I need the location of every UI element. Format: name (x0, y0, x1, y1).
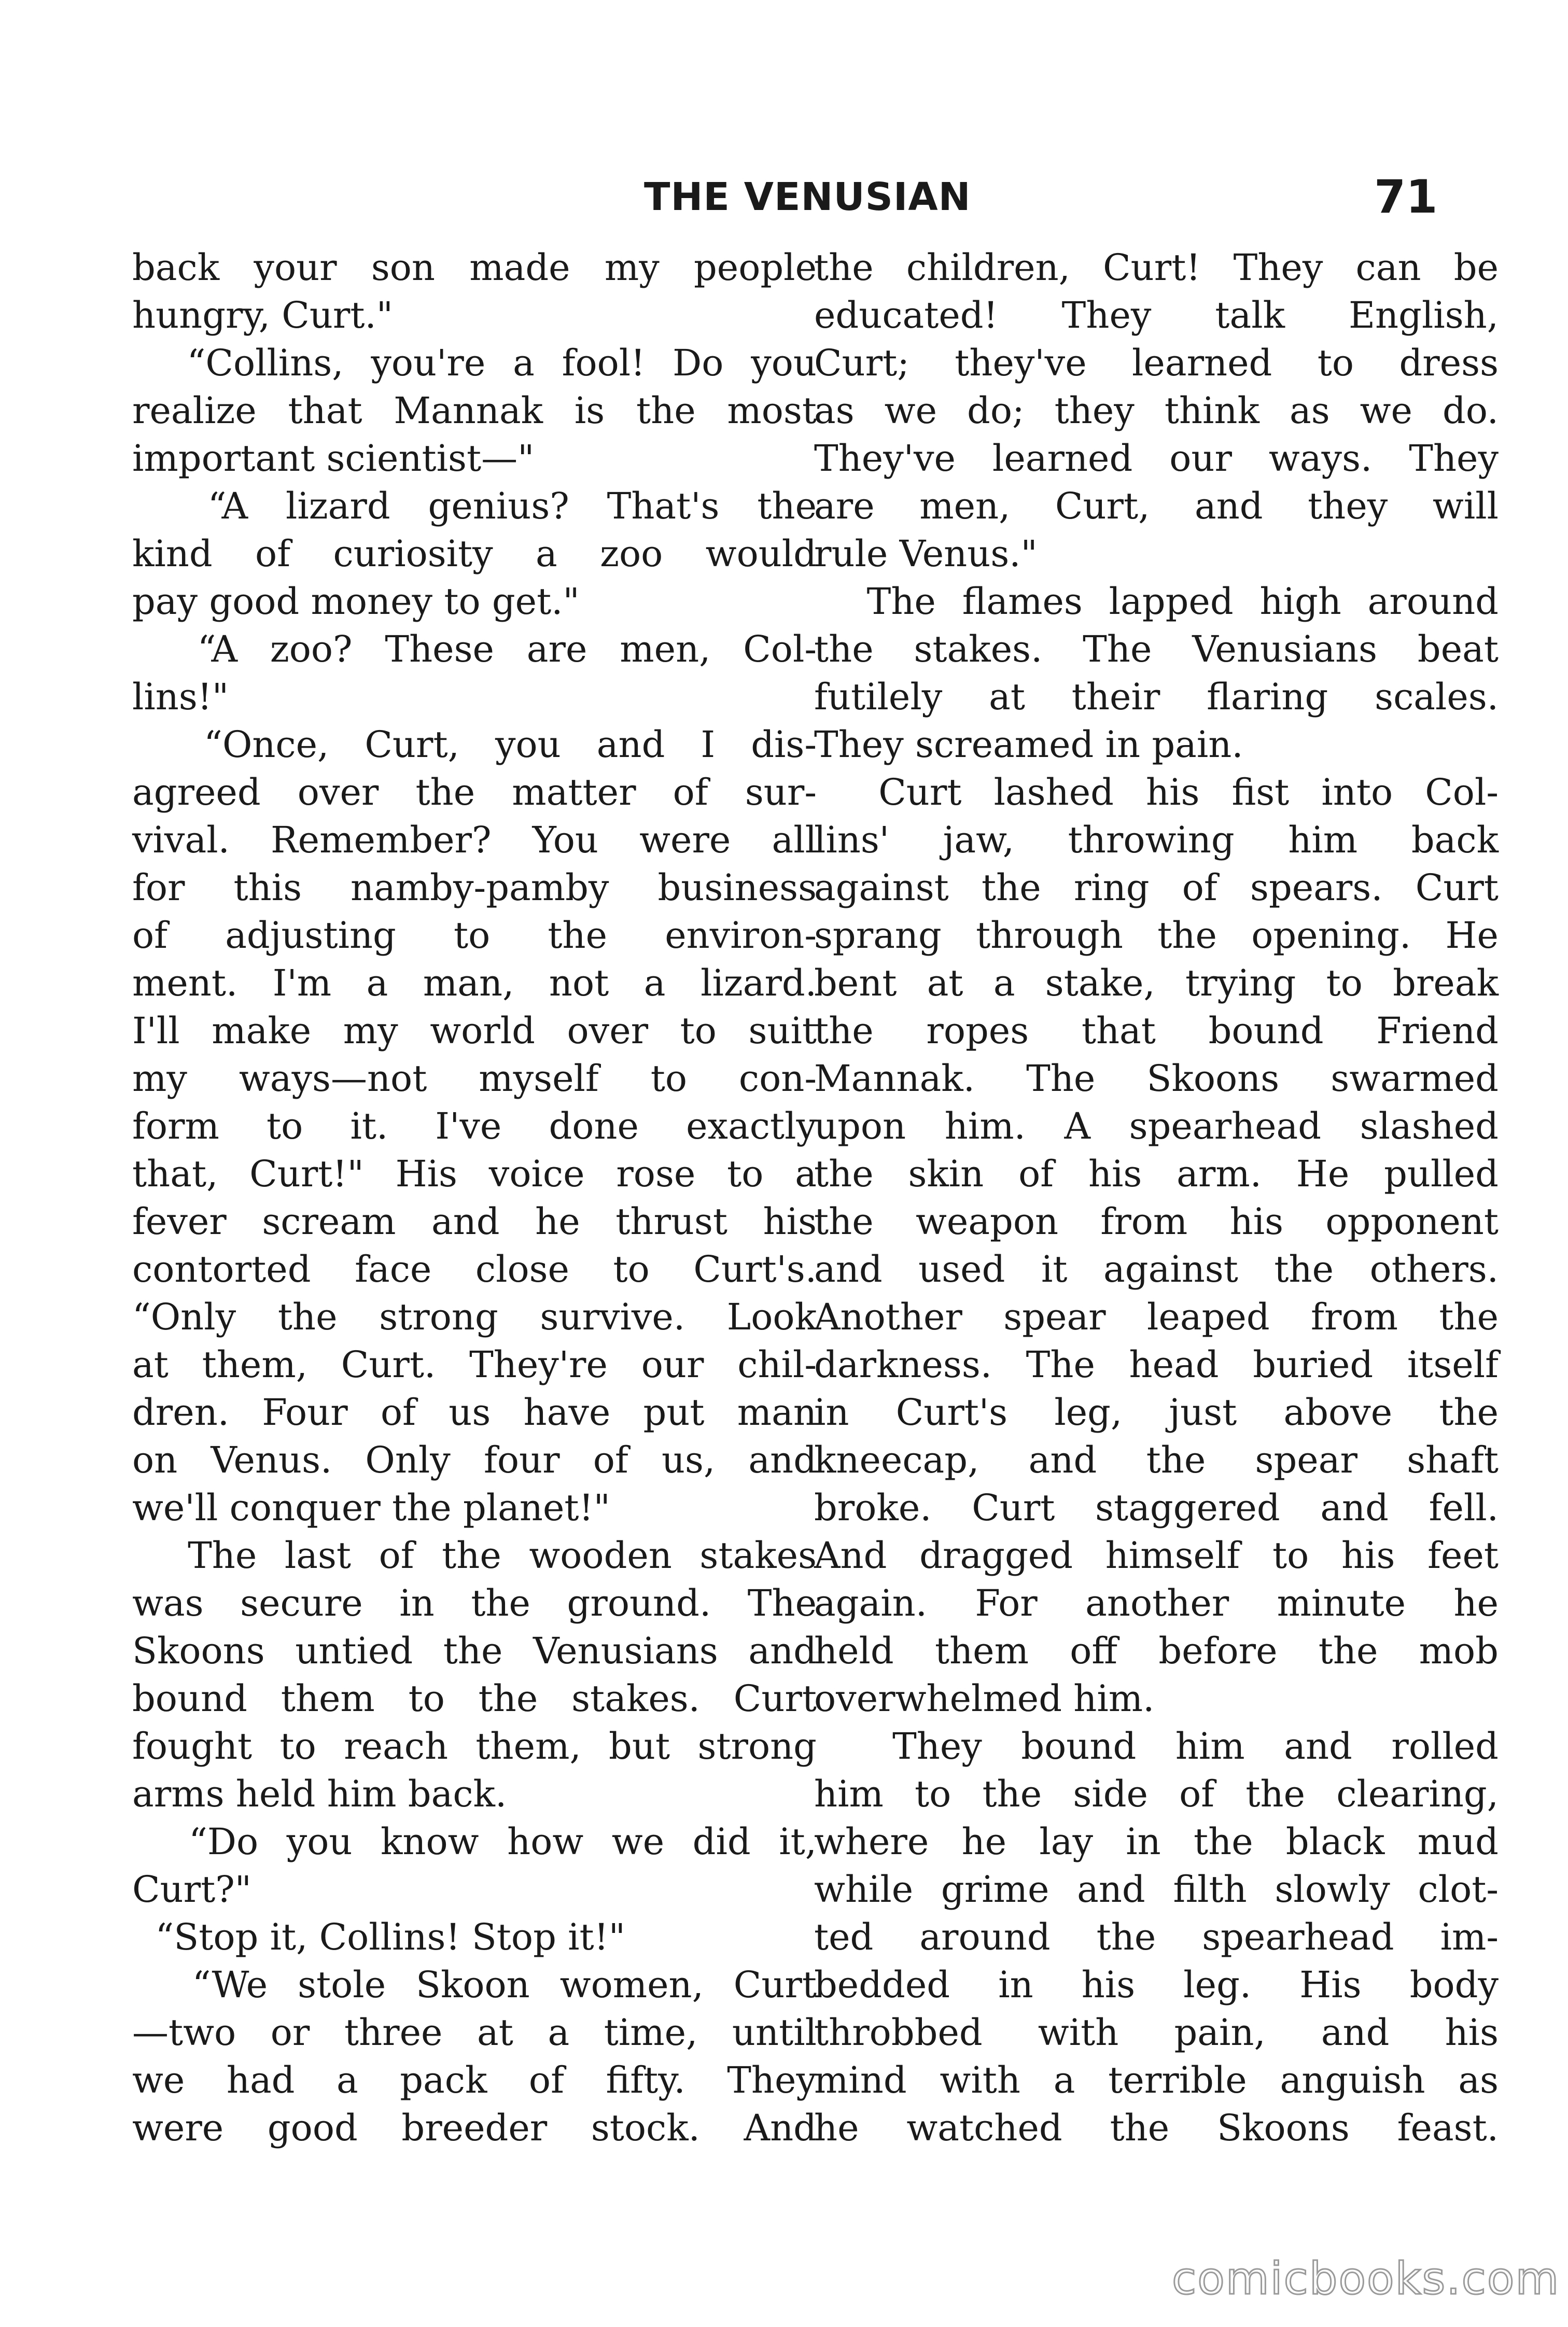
text-line: —two or three at a time, until (132, 2011, 817, 2054)
text-line: rule Venus." (814, 532, 1038, 575)
text-line: the stakes. The Venusians beat (814, 628, 1499, 670)
text-line: the ropes that bound Friend (814, 1010, 1499, 1052)
text-line: the weapon from his opponent (814, 1200, 1499, 1243)
text-line: mind with a terrible anguish as (814, 2059, 1499, 2101)
text-line: vival. Remember? You were all (132, 819, 817, 861)
text-line: as we do; they think as we do. (814, 389, 1499, 432)
text-line: while grime and filth slowly clot- (814, 1868, 1499, 1911)
text-line: on Venus. Only four of us, and (132, 1439, 817, 1481)
text-line: ted around the spearhead im- (814, 1916, 1499, 1958)
text-line: that, Curt!" His voice rose to a (132, 1153, 817, 1195)
text-line: the skin of his arm. He pulled (814, 1153, 1499, 1195)
text-line: are men, Curt, and they will (814, 485, 1499, 527)
page-number: 71 (1374, 170, 1438, 223)
text-line: throbbed with pain, and his (814, 2011, 1499, 2054)
text-line: in Curt's leg, just above the (814, 1391, 1499, 1434)
text-line: Mannak. The Skoons swarmed (814, 1057, 1499, 1100)
running-title: THE VENUSIAN (644, 175, 971, 219)
text-line: The flames lapped high around (814, 580, 1499, 623)
text-line: “Collins, you're a fool! Do you (132, 342, 817, 384)
text-line: “Do you know how we did it, (132, 1820, 817, 1863)
text-line: overwhelmed him. (814, 1677, 1155, 1720)
text-line: They bound him and rolled (814, 1725, 1499, 1768)
text-line: ment. I'm a man, not a lizard. (132, 962, 817, 1004)
text-line: futilely at their flaring scales. (814, 676, 1499, 718)
text-line: arms held him back. (132, 1773, 507, 1815)
text-line: fought to reach them, but strong (132, 1725, 817, 1768)
text-line: “Only the strong survive. Look (132, 1296, 817, 1338)
text-line: he watched the Skoons feast. (814, 2107, 1499, 2149)
text-line: were good breeder stock. And (132, 2107, 817, 2149)
text-line: educated! They talk English, (814, 294, 1499, 337)
text-line: Curt?" (132, 1868, 251, 1911)
text-line: kneecap, and the spear shaft (814, 1439, 1499, 1481)
text-line: of adjusting to the environ- (132, 914, 817, 957)
text-line: Skoons untied the Venusians and (132, 1630, 817, 1672)
text-line: we had a pack of fifty. They (132, 2059, 817, 2101)
text-line: and used it against the others. (814, 1248, 1499, 1291)
text-line: contorted face close to Curt's. (132, 1248, 817, 1291)
text-line: lins!" (132, 676, 229, 718)
text-line: at them, Curt. They're our chil- (132, 1343, 817, 1386)
text-line: “Stop it, Collins! Stop it!" (132, 1916, 625, 1958)
page-header (0, 166, 1568, 228)
text-line: where he lay in the black mud (814, 1820, 1499, 1863)
text-line: back your son made my people (132, 246, 817, 289)
text-line: Another spear leaped from the (814, 1296, 1499, 1338)
text-line: hungry, Curt." (132, 294, 393, 337)
text-line: “We stole Skoon women, Curt (132, 1964, 817, 2006)
text-line: the children, Curt! They can be (814, 246, 1499, 289)
text-line: him to the side of the clearing, (814, 1773, 1499, 1815)
text-line: pay good money to get." (132, 580, 580, 623)
text-line: The last of the wooden stakes (132, 1534, 817, 1577)
text-line: form to it. I've done exactly (132, 1105, 817, 1147)
text-line: “A lizard genius? That's the (132, 485, 817, 527)
text-line: realize that Mannak is the most (132, 389, 817, 432)
text-line: broke. Curt staggered and fell. (814, 1487, 1499, 1529)
text-line: bound them to the stakes. Curt (132, 1677, 817, 1720)
text-line: was secure in the ground. The (132, 1582, 817, 1624)
text-line: “Once, Curt, you and I dis- (132, 723, 817, 766)
text-line: darkness. The head buried itself (814, 1343, 1499, 1386)
text-line: for this namby-pamby business (132, 866, 817, 909)
text-line: important scientist—" (132, 437, 535, 480)
text-line: held them off before the mob (814, 1630, 1499, 1672)
text-line: against the ring of spears. Curt (814, 866, 1499, 909)
text-line: kind of curiosity a zoo would (132, 532, 817, 575)
text-line: fever scream and he thrust his (132, 1200, 817, 1243)
right-text-column (814, 244, 1499, 2152)
text-line: I'll make my world over to suit (132, 1010, 817, 1052)
text-line: again. For another minute he (814, 1582, 1499, 1624)
text-line: sprang through the opening. He (814, 914, 1499, 957)
text-line: Curt; they've learned to dress (814, 342, 1499, 384)
text-line: bedded in his leg. His body (814, 1964, 1499, 2006)
watermark-logo: comicbooks.com (1172, 2253, 1560, 2305)
left-text-column (132, 244, 817, 2152)
text-line: dren. Four of us have put man (132, 1391, 817, 1434)
text-line: bent at a stake, trying to break (814, 962, 1499, 1004)
text-line: lins' jaw, throwing him back (814, 819, 1499, 861)
text-line: my ways—not myself to con- (132, 1057, 817, 1100)
text-line: And dragged himself to his feet (814, 1534, 1499, 1577)
text-line: Curt lashed his fist into Col- (814, 771, 1499, 814)
text-line: upon him. A spearhead slashed (814, 1105, 1499, 1147)
text-line: agreed over the matter of sur- (132, 771, 817, 814)
text-line: we'll conquer the planet!" (132, 1487, 610, 1529)
text-line: “A zoo? These are men, Col- (132, 628, 817, 670)
text-line: They screamed in pain. (814, 723, 1243, 766)
text-line: They've learned our ways. They (814, 437, 1499, 480)
